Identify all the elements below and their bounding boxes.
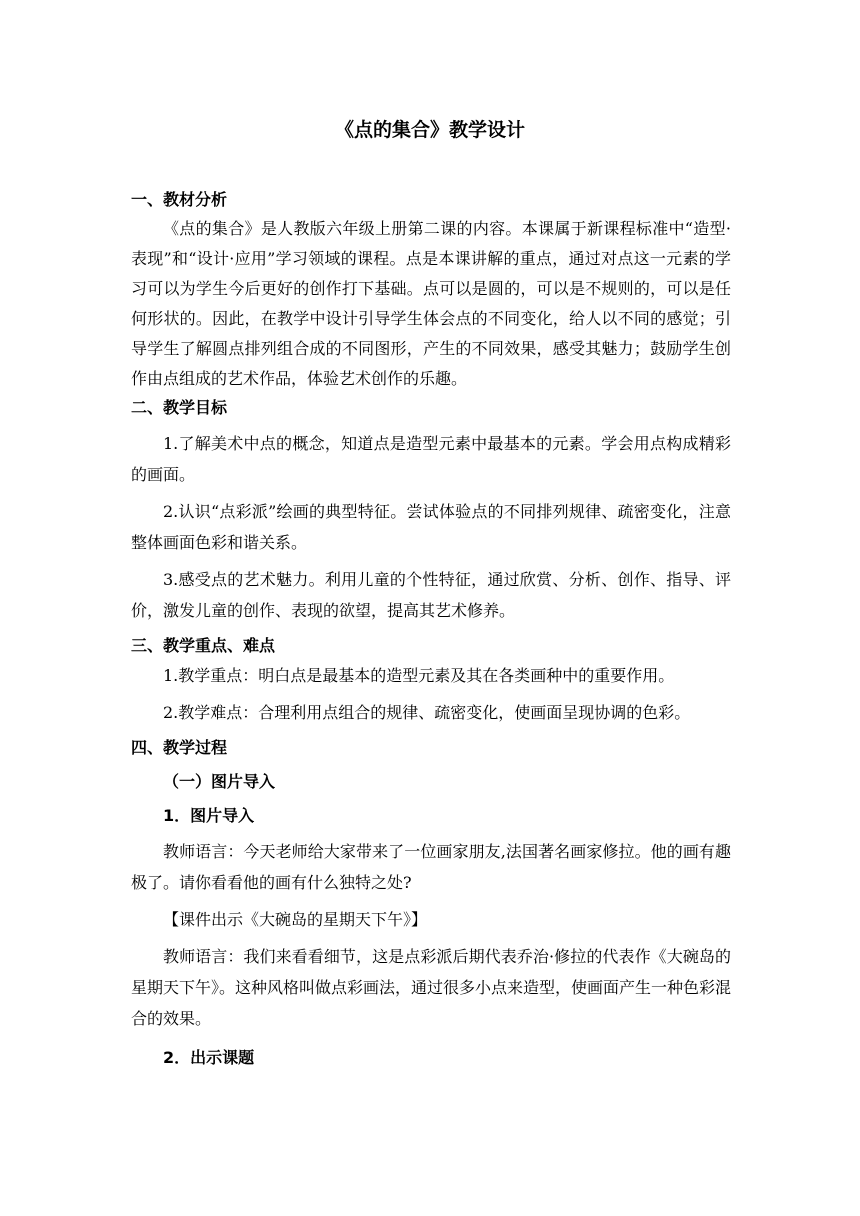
- paragraph-key-point: 1.教学重点：明白点是最基本的造型元素及其在各类画种中的重要作用。: [163, 666, 675, 685]
- paragraph-teacher-speech-2: 教师语言：我们来看看细节，这是点彩派后期代表乔治·修拉的代表作《大碗岛的星期天下午》。这种风格叫做点彩画法，通过很多小点来造型，使画面产生一种色彩混合的效果。: [131, 947, 732, 1028]
- paragraph-courseware-show: 【课件出示《大碗岛的星期天下午》】: [163, 910, 428, 929]
- paragraph-goal-1: 1.了解美术中点的概念，知道点是造型元素中最基本的元素。学会用点构成精彩的画面。: [131, 434, 731, 484]
- paragraph-difficult-point: 2.教学难点：合理利用点组合的规律、疏密变化，使画面呈现协调的色彩。: [163, 703, 691, 722]
- paragraph-goal-2: 2.认识“点彩派”绘画的典型特征。尝试体验点的不同排列规律、疏密变化，注意整体画面色彩和谐关系。: [131, 502, 731, 552]
- subsection-heading-picture-intro: （一）图片导入: [163, 772, 276, 791]
- step-heading-show-topic: 2．出示课题: [163, 1048, 255, 1067]
- section-heading-teaching-goals: 二、教学目标: [131, 398, 228, 417]
- section-heading-textbook-analysis: 一、教材分析: [131, 190, 228, 209]
- document-body: [131, 186, 731, 1072]
- step-heading-picture-intro: 1．图片导入: [163, 806, 255, 825]
- document-title: 《点的集合》教学设计: [334, 119, 525, 141]
- section-heading-teaching-process: 四、教学过程: [131, 738, 228, 757]
- paragraph-goal-3: 3.感受点的艺术魅力。利用儿童的个性特征，通过欣赏、分析、创作、指导、评价，激发儿童的创作、表现的欲望，提高其艺术修养。: [131, 570, 731, 620]
- section-heading-key-points: 三、教学重点、难点: [131, 636, 276, 655]
- paragraph-textbook-analysis: 《点的集合》是人教版六年级上册第二课的内容。本课属于新课程标准中“造型·表现”和“设计·应用”学习领域的课程。点是本课讲解的重点，通过对点这一元素的学习可以为学生今后更好的创作打下基础。点可以是圆的，可以是不规则的，可以是任何形状的。因此，在教学中设计引导学生体会点的不同变化，给人以不同的感觉；引导学生了解圆点排列组合成的不同图形，产生的不同效果，感受其魅力；鼓励学生创作由点组成的艺术作品，体验艺术创作的乐趣。: [131, 219, 731, 388]
- paragraph-teacher-speech-1: 教师语言：今天老师给大家带来了一位画家朋友,法国著名画家修拉。他的画有趣极了。请你看看他的画有什么独特之处?: [131, 842, 731, 892]
